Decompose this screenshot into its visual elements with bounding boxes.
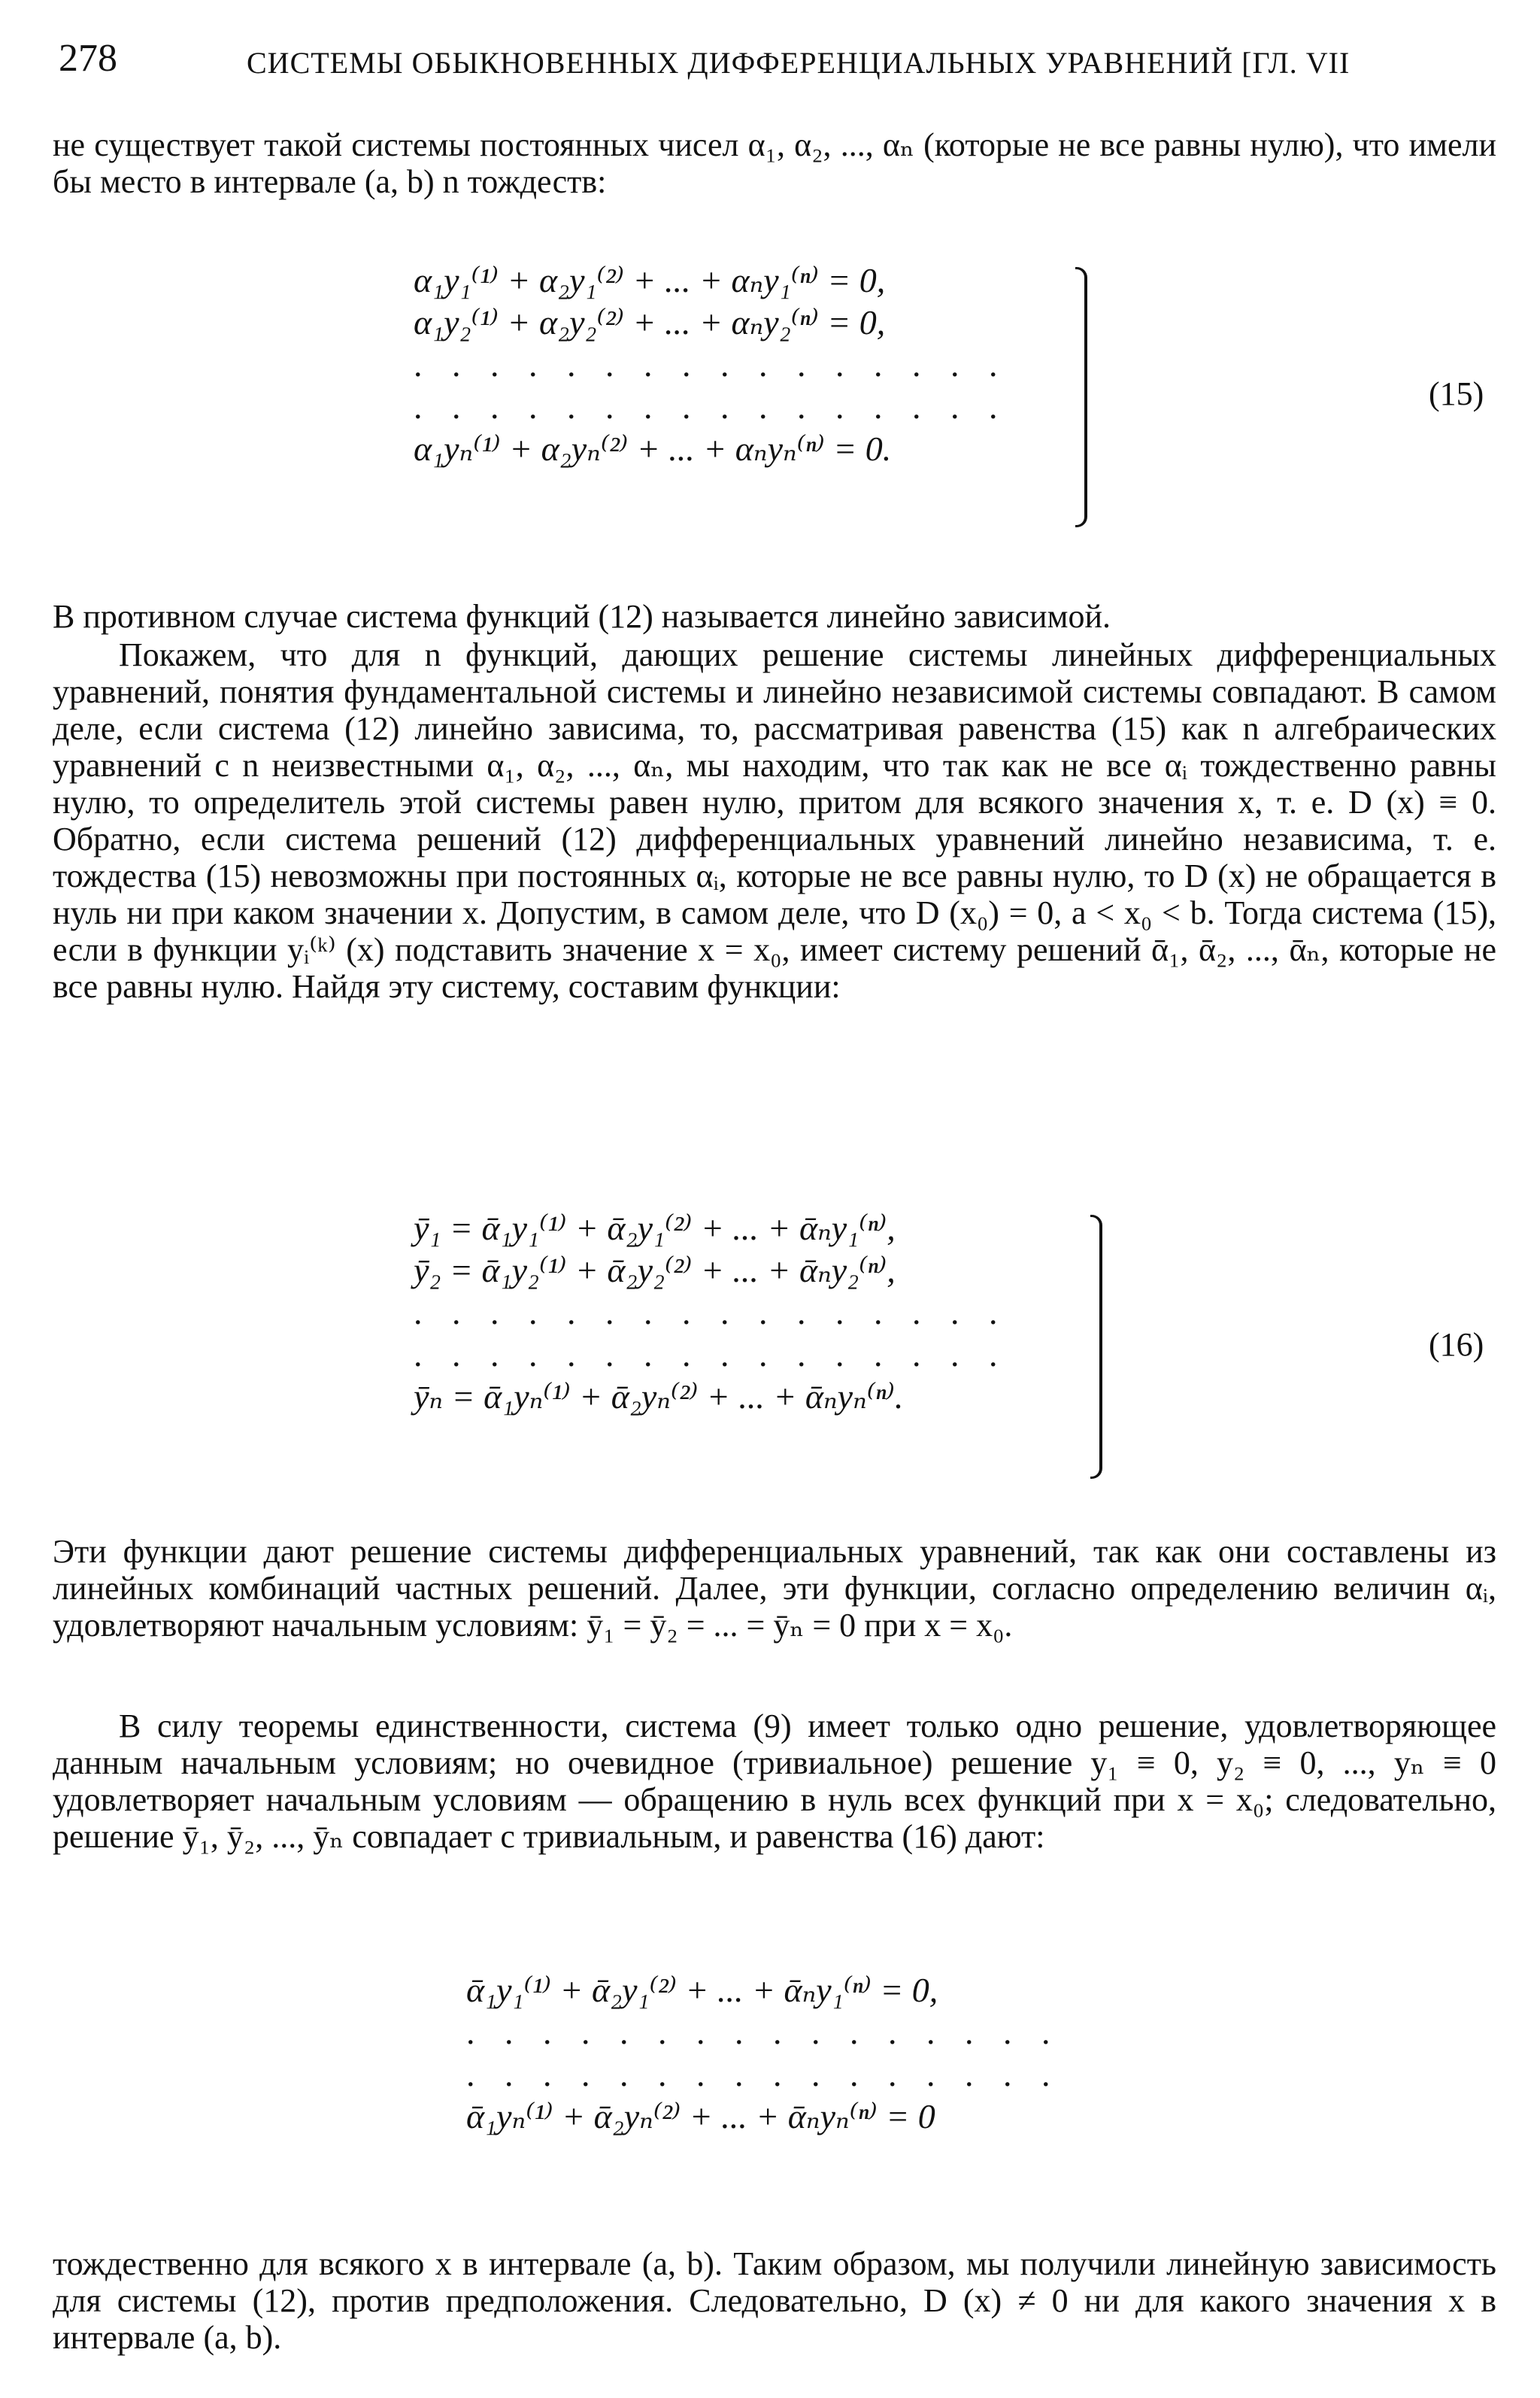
ellipsis-row: . . . . . . . . . . . . . . . . <box>414 345 1008 384</box>
ellipsis-row: . . . . . . . . . . . . . . . . <box>466 2013 1061 2051</box>
equation-line: α₁yₙ⁽¹⁾ + α₂yₙ⁽²⁾ + ... + αₙyₙ⁽ⁿ⁾ = 0. <box>414 430 892 468</box>
ellipsis-row: . . . . . . . . . . . . . . . . <box>466 2055 1061 2093</box>
equation-system-final <box>466 1969 1218 2138</box>
equation-line: ᾱ₁y₁⁽¹⁾ + ᾱ₂y₁⁽²⁾ + ... + ᾱₙy₁⁽ⁿ⁾ = 0, <box>466 1971 938 2009</box>
right-brace <box>1075 267 1087 527</box>
ellipsis-row: . . . . . . . . . . . . . . . . <box>414 387 1008 426</box>
equation-line: α₁y₂⁽¹⁾ + α₂y₂⁽²⁾ + ... + αₙy₂⁽ⁿ⁾ = 0, <box>414 303 886 341</box>
equation-line: ȳ₂ = ᾱ₁y₂⁽¹⁾ + ᾱ₂y₂⁽²⁾ + ... + ᾱₙy₂⁽ⁿ⁾, <box>414 1251 896 1289</box>
page-number: 278 <box>59 37 117 80</box>
equation-system-15 <box>414 260 1166 470</box>
running-title: СИСТЕМЫ ОБЫКНОВЕННЫХ ДИФФЕРЕНЦИАЛЬНЫХ УРАВНЕНИЙ [ГЛ. VII <box>247 46 1351 80</box>
ellipsis-row: . . . . . . . . . . . . . . . . <box>414 1335 1008 1374</box>
equation-line: ᾱ₁yₙ⁽¹⁾ + ᾱ₂yₙ⁽²⁾ + ... + ᾱₙyₙ⁽ⁿ⁾ = 0 <box>466 2097 935 2135</box>
equation-number-15: (15) <box>1429 375 1484 412</box>
equation-line: α₁y₁⁽¹⁾ + α₂y₁⁽²⁾ + ... + αₙy₁⁽ⁿ⁾ = 0, <box>414 261 886 299</box>
paragraph-dependent: В противном случае система функций (12) называется линейно зависимой. <box>53 598 1111 635</box>
page-header <box>59 36 1502 96</box>
paragraph-proof: Покажем, что для n функций, дающих решение системы линейных дифференциальных уравнений, понятия фундаментальной системы и линейно независимой системы совпадают. В самом деле, если система (12) линейно зависима, то, рассматривая равенства (15) как n алгебраических уравнений с n неизвестными α₁, α₂, ..., αₙ, мы находим, что так как не все αᵢ тождественно равны нулю, то определитель этой системы равен нулю, притом для всякого значения x, т. е. D (x) ≡ 0. Обратно, если система решений (12) дифференциальных уравнений линейно независима, т. е. тождества (15) невозможны при постоянных αᵢ, которые не все равны нулю, то D (x) не обращается в нуль ни при каком значении x. Допустим, в самом деле, что D (x₀) = 0, a < x₀ < b. Тогда система (15), если в функции yᵢ⁽ᵏ⁾ (x) подставить значение x = x₀, имеет систему решений ᾱ₁, ᾱ₂, ..., ᾱₙ, которые не все равны нулю. Найдя эту систему, составим функции: <box>53 636 1496 1005</box>
equation-line: ȳ₁ = ᾱ₁y₁⁽¹⁾ + ᾱ₂y₁⁽²⁾ + ... + ᾱₙy₁⁽ⁿ⁾, <box>414 1209 896 1247</box>
equation-line: ȳₙ = ᾱ₁yₙ⁽¹⁾ + ᾱ₂yₙ⁽²⁾ + ... + ᾱₙyₙ⁽ⁿ⁾. <box>414 1377 904 1416</box>
paragraph-conclusion: тождественно для всякого x в интервале (a, b). Таким образом, мы получили линейную зависимость для системы (12), против предположения. Следовательно, D (x) ≠ 0 ни для какого значения x в интервале (a, b). <box>53 2245 1496 2356</box>
right-brace <box>1090 1215 1102 1479</box>
paragraph-intro: не существует такой системы постоянных чисел α₁, α₂, ..., αₙ (которые не все равны нулю), что имели бы место в интервале (a, b) n тождеств: <box>53 126 1496 200</box>
equation-system-16 <box>414 1207 1166 1418</box>
paragraph-functions: Эти функции дают решение системы дифференциальных уравнений, так как они составлены из линейных комбинаций частных решений. Далее, эти функции, согласно определению величин αᵢ, удовлетворяют начальным условиям: ȳ₁ = ȳ₂ = ... = ȳₙ = 0 при x = x₀. <box>53 1533 1496 1644</box>
equation-number-16: (16) <box>1429 1326 1484 1363</box>
ellipsis-row: . . . . . . . . . . . . . . . . <box>414 1293 1008 1331</box>
paragraph-uniqueness: В силу теоремы единственности, система (9) имеет только одно решение, удовлетворяющее данным начальным условиям; но очевидное (тривиальное) решение y₁ ≡ 0, y₂ ≡ 0, ..., yₙ ≡ 0 удовлетворяет начальным условиям — обращению в нуль всех функций при x = x₀; следовательно, решение ȳ₁, ȳ₂, ..., ȳₙ совпадает с тривиальным, и равенства (16) дают: <box>53 1707 1496 1855</box>
